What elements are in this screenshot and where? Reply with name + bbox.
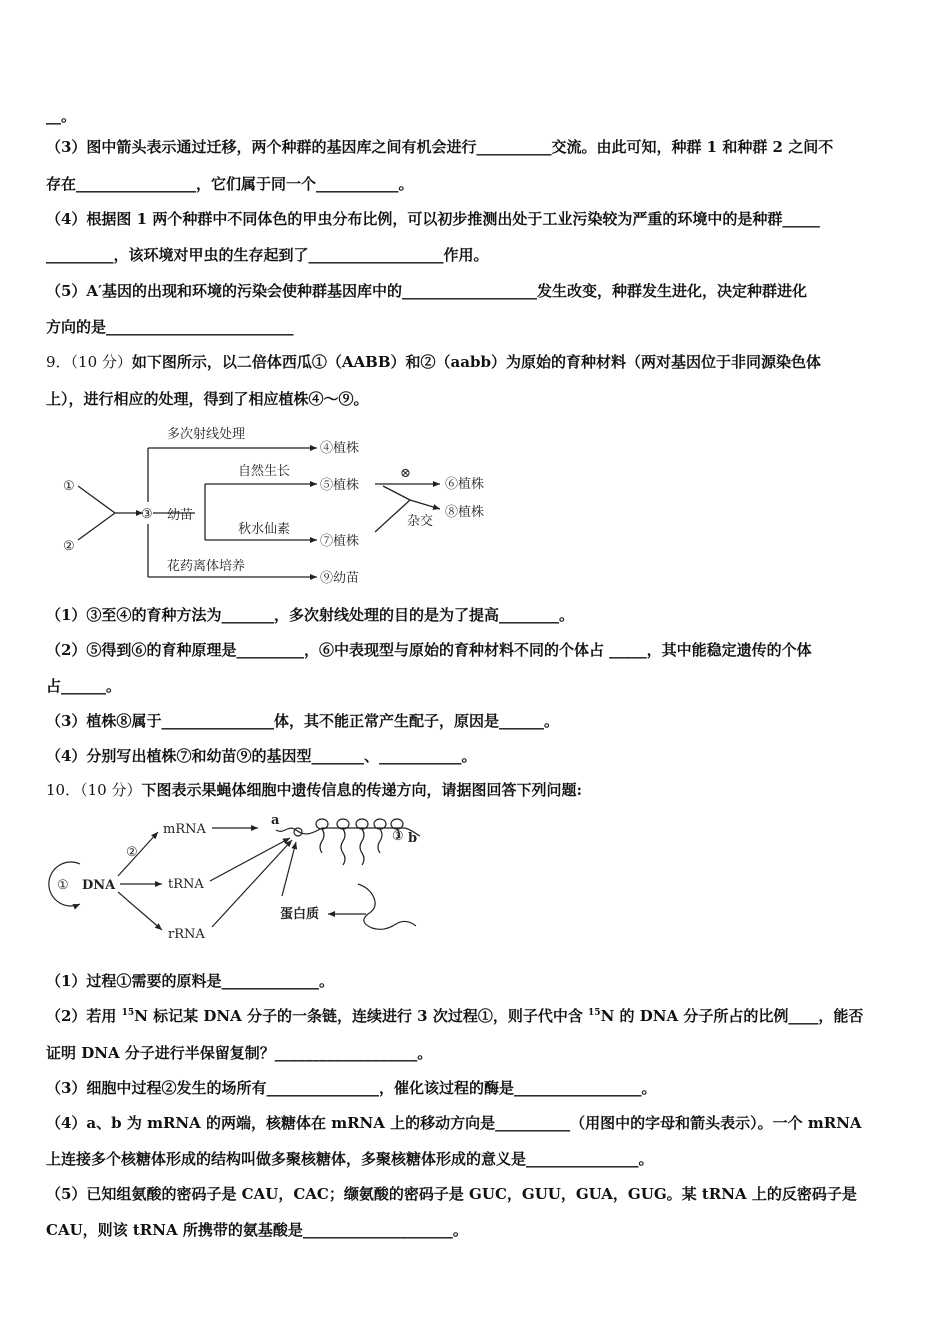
text-line-7: 方向的是_________________________ — [46, 318, 294, 336]
question-9-text: 如下图所示，以二倍体西瓜①（AABB）和②（aabb）为原始的育种材料（两对基因位于非同源染色体 — [131, 353, 821, 371]
text-line-11: （2）⑤得到⑥的育种原理是_________，⑥中表现型与原始的育种材料不同的个体占 _____，其中能稳定遗传的个体 — [46, 641, 812, 659]
gene-expression-diagram — [40, 810, 440, 950]
text-line-13: （3）植株⑧属于_______________体，其不能正常产生配子，原因是______。 — [46, 712, 559, 730]
plant-7: ⑦植株 — [320, 534, 360, 549]
question-10-number: 10．（10 分） — [46, 781, 142, 799]
text-line-19: （3）细胞中过程②发生的场所有_______________，催化该过程的酶是_________________。 — [46, 1079, 657, 1097]
mrna-end-a: a — [271, 813, 280, 828]
text-line-3: 存在________________，它们属于同一个___________。 — [46, 175, 414, 193]
text-line-21: 上连接多个核糖体形成的结构叫做多聚核糖体，多聚核糖体形成的意义是_______________。 — [46, 1150, 654, 1168]
label-cross: 杂交 — [407, 514, 434, 529]
question-9-stem — [46, 352, 821, 372]
seedling-9: ⑨幼苗 — [320, 571, 360, 586]
question-10-stem — [46, 780, 582, 800]
plant-5: ⑤植株 — [320, 478, 360, 493]
node-3: ③ — [141, 507, 153, 522]
text-line-23: CAU，则该 tRNA 所携带的氨基酸是____________________。 — [46, 1221, 468, 1239]
label-selfing: ⊗ — [400, 466, 411, 481]
text-line-5: _________，该环境对甲虫的生存起到了__________________作用。 — [46, 246, 489, 264]
text-segment: N 的 DNA 分子所占的比例____，能否 — [600, 1007, 864, 1025]
text-segment: N 标记某 DNA 分子的一条链，连续进行 3 次过程①，则子代中含 — [134, 1007, 589, 1025]
process-2-label: ② — [126, 845, 138, 860]
label-seedling: 幼苗 — [167, 508, 194, 523]
protein-label: 蛋白质 — [280, 907, 320, 922]
dna-label: DNA — [82, 878, 116, 893]
text-line-10: （1）③至④的育种方法为_______，多次射线处理的目的是为了提高________。 — [46, 606, 574, 624]
superscript-15: 15 — [121, 1008, 135, 1018]
breeding-diagram — [55, 420, 515, 592]
superscript-15: 15 — [588, 1008, 601, 1018]
process-1-label: ① — [57, 878, 69, 893]
question-10-text: 下图表示果蝇体细胞中遗传信息的传递方向，请据图回答下列问题: — [141, 781, 582, 799]
node-1: ① — [63, 479, 75, 494]
text-line-9: 上），进行相应的处理，得到了相应植株④～⑨。 — [46, 390, 369, 408]
plant-8: ⑧植株 — [445, 505, 485, 520]
label-colchicine: 秋水仙素 — [238, 522, 291, 537]
text-line-18: 证明 DNA 分子进行半保留复制？___________________。 — [46, 1044, 433, 1062]
mrna-end-b: b — [408, 831, 418, 846]
text-line-22: （5）已知组氨酸的密码子是 CAU，CAC；缬氨酸的密码子是 GUC，GUU，GUA，GUG。某 tRNA 上的反密码子是 — [46, 1185, 857, 1203]
trna-label: tRNA — [168, 877, 204, 892]
plant-6: ⑥植株 — [445, 477, 485, 492]
text-line-1: __。 — [46, 107, 77, 125]
label-anther-culture: 花药离体培养 — [167, 559, 246, 574]
label-radiation: 多次射线处理 — [167, 427, 246, 442]
text-line-16: （1）过程①需要的原料是_____________。 — [46, 972, 334, 990]
text-line-20: （4）a、b 为 mRNA 的两端，核糖体在 mRNA 上的移动方向是__________（用图中的字母和箭头表示）。一个 mRNA — [46, 1114, 862, 1132]
question-9-number: 9．（10 分） — [46, 353, 132, 371]
mrna-label: mRNA — [163, 822, 206, 837]
text-line-2: （3）图中箭头表示通过迁移，两个种群的基因库之间有机会进行__________交流。由此可知，种群 1 和种群 2 之间不 — [46, 138, 834, 156]
label-natural-growth: 自然生长 — [238, 464, 291, 479]
process-3-label: ③ — [392, 829, 404, 844]
text-line-6: （5）A′基因的出现和环境的污染会使种群基因库中的__________________发生改变，种群发生进化，决定种群进化 — [46, 282, 808, 300]
text-line-14: （4）分别写出植株⑦和幼苗⑨的基因型_______、___________。 — [46, 747, 477, 765]
text-segment: （2）若用 — [46, 1007, 122, 1025]
rrna-label: rRNA — [168, 927, 205, 942]
text-line-4: （4）根据图 1 两个种群中不同体色的甲虫分布比例，可以初步推测出处于工业污染较为严重的环境中的是种群_____ — [46, 210, 820, 228]
text-line-17 — [46, 1006, 863, 1026]
plant-4: ④植株 — [320, 441, 360, 456]
node-2: ② — [63, 539, 75, 554]
text-line-12: 占______。 — [46, 677, 122, 695]
